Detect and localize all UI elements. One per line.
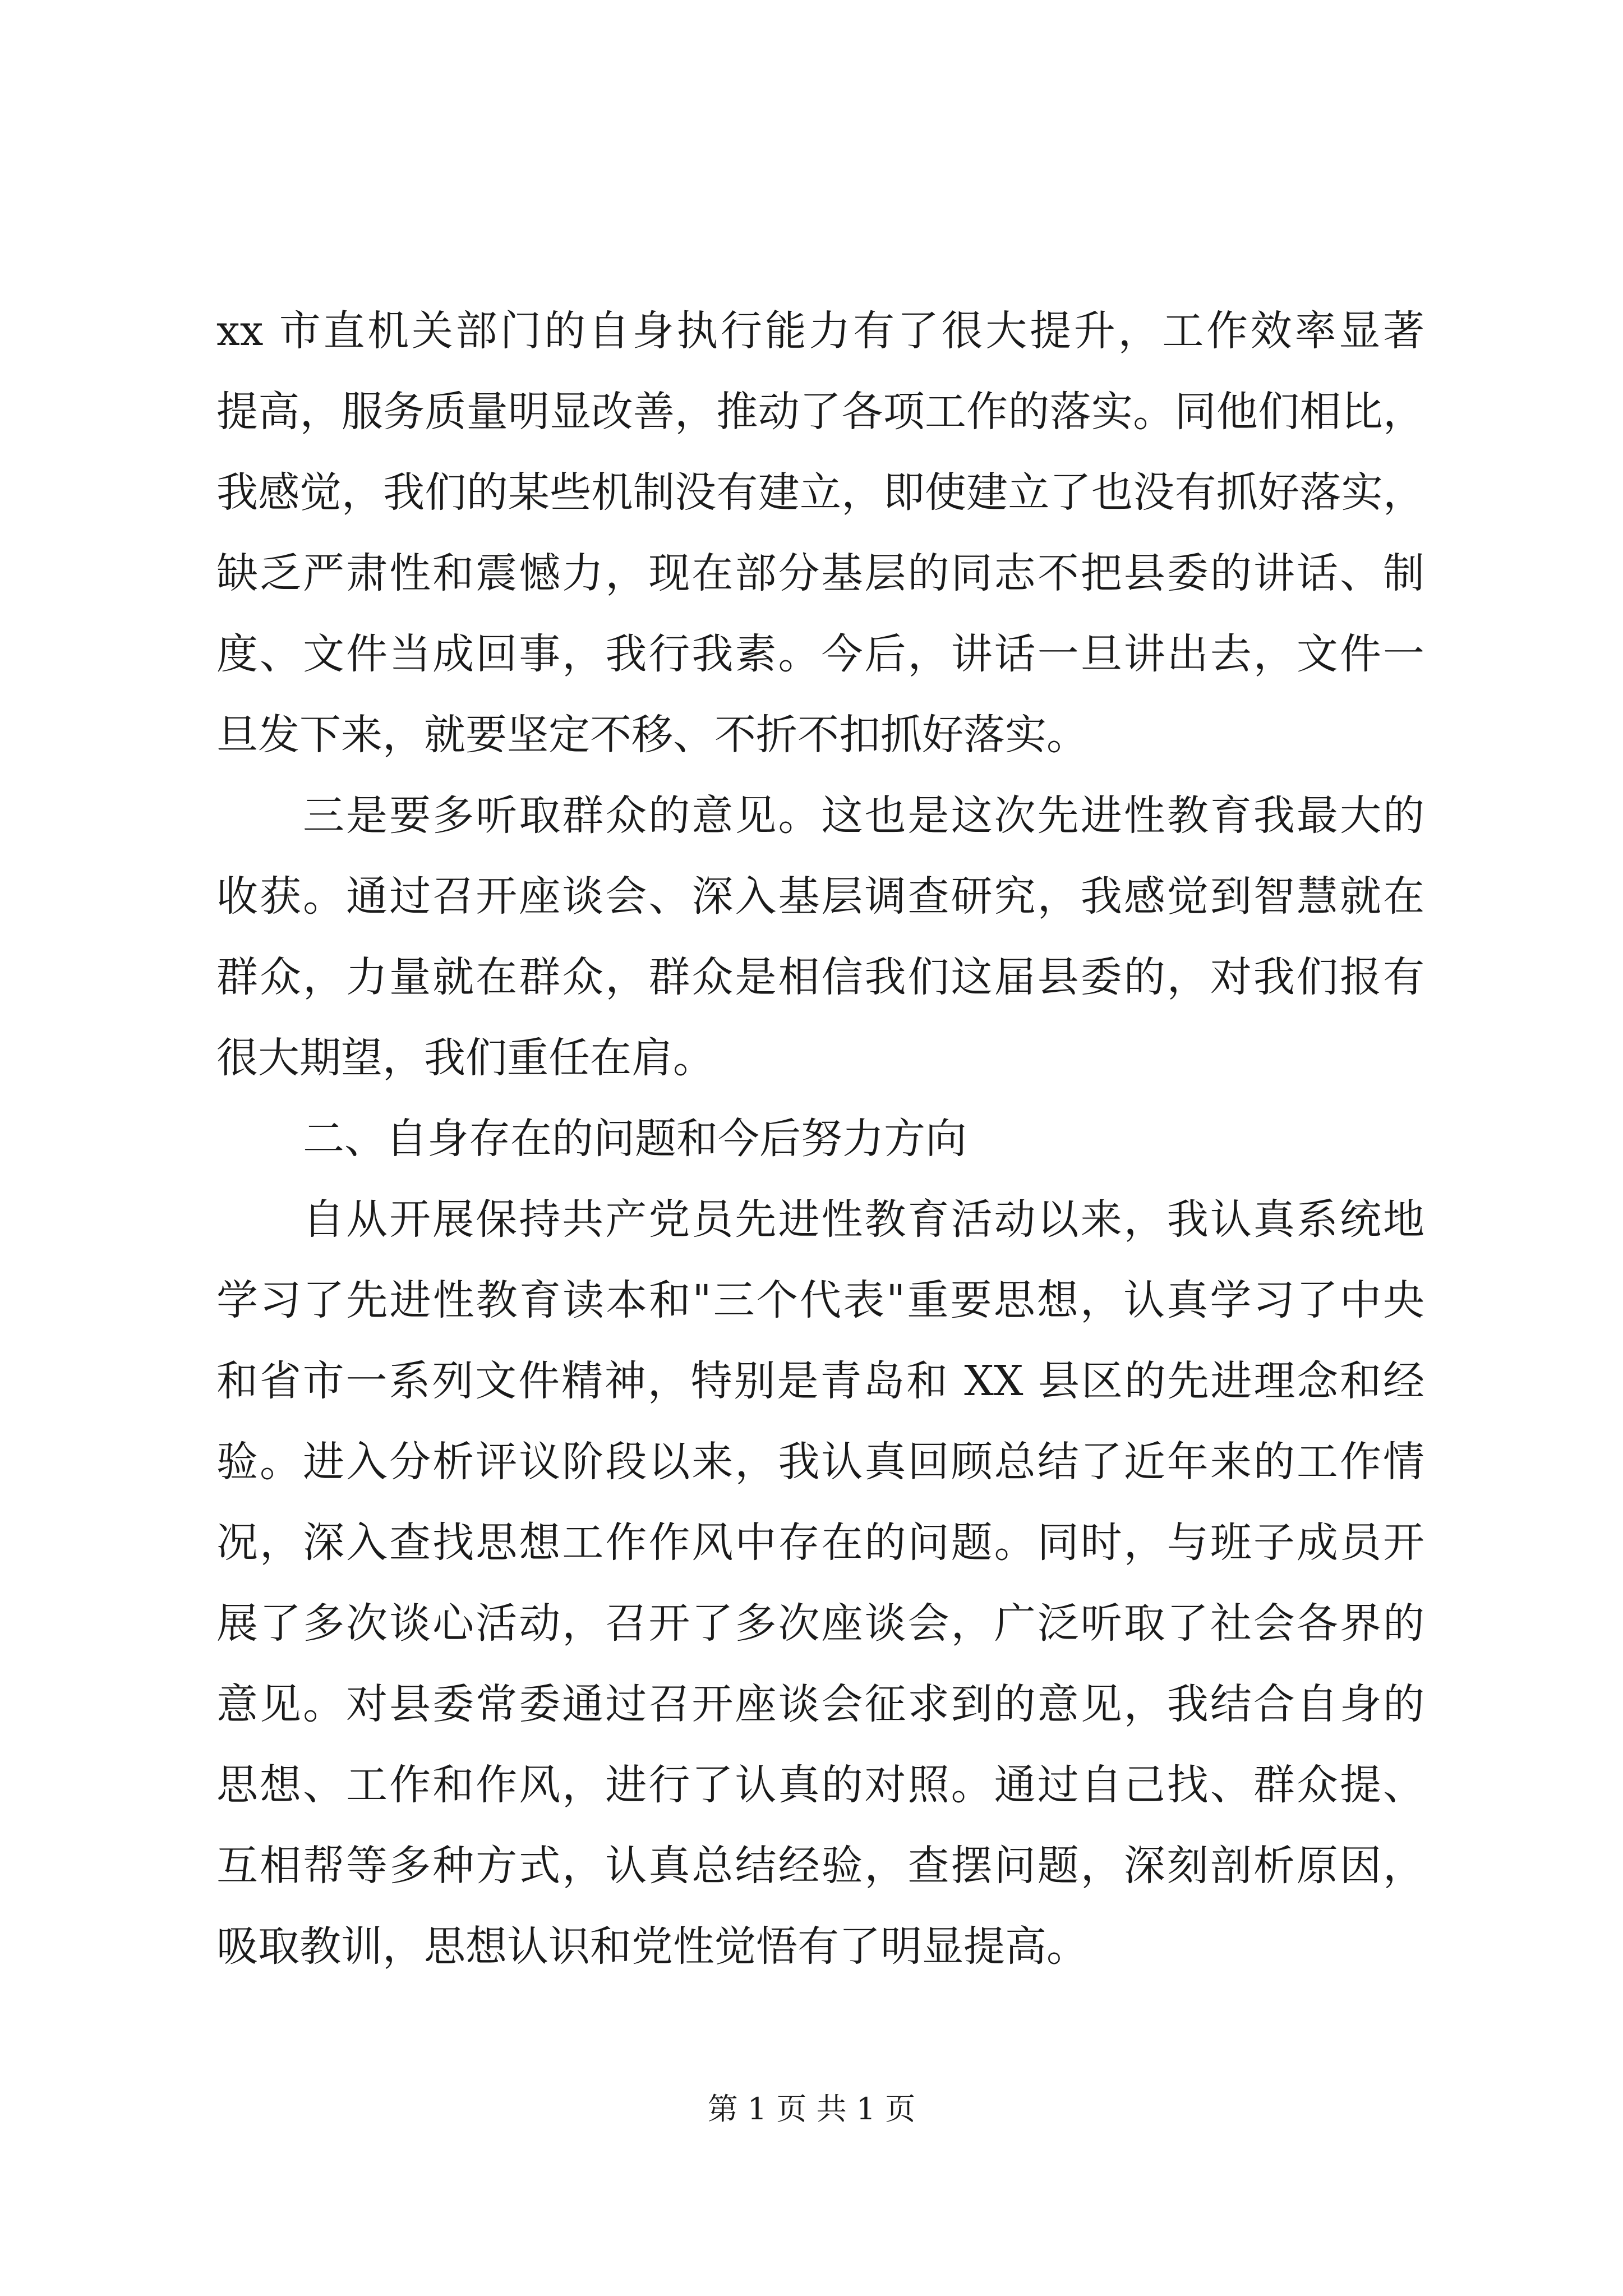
text-line: 三是要多听取群众的意见。这也是这次先进性教育我最大的 [303, 792, 1424, 840]
text-line: 思想、工作和作风，进行了认真的对照。通过自己找、群众提、 [216, 1761, 1424, 1809]
text-line: 收获。通过召开座谈会、深入基层调查研究，我感觉到智慧就在 [216, 872, 1424, 921]
text-line: 群众，力量就在群众，群众是相信我们这届县委的，对我们报有 [216, 953, 1424, 1001]
text-line: 旦发下来，就要坚定不移、不折不扣抓好落实。 [216, 711, 1088, 759]
page-number-footer: 第 1 页 共 1 页 [707, 2091, 916, 2127]
text-line: 吸取教训，思想认识和党性觉悟有了明显提高。 [216, 1922, 1088, 1971]
text-line: 度、文件当成回事，我行我素。今后，讲话一旦讲出去，文件一 [216, 630, 1424, 678]
text-line: 验。进入分析评议阶段以来，我认真回顾总结了近年来的工作情 [216, 1438, 1424, 1486]
text-line: 意见。对县委常委通过召开座谈会征求到的意见，我结合自身的 [216, 1680, 1424, 1728]
text-line: 况，深入查找思想工作作风中存在的问题。同时，与班子成员开 [216, 1519, 1424, 1567]
section-heading: 二、自身存在的问题和今后努力方向 [303, 1115, 967, 1163]
text-line: 学习了先进性教育读本和"三个代表"重要思想，认真学习了中央 [216, 1276, 1424, 1324]
text-line: 互相帮等多种方式，认真总结经验，查摆问题，深刻剖析原因， [216, 1842, 1424, 1890]
text-line: 很大期望，我们重任在肩。 [216, 1034, 714, 1082]
text-line: 和省市一系列文件精神，特别是青岛和 XX 县区的先进理念和经 [216, 1357, 1424, 1405]
text-line: 我感觉，我们的某些机制没有建立，即使建立了也没有抓好落实， [216, 468, 1424, 517]
text-line: xx 市直机关部门的自身执行能力有了很大提升，工作效率显著 [216, 307, 1424, 355]
text-line: 自从开展保持共产党员先进性教育活动以来，我认真系统地 [303, 1195, 1424, 1244]
text-line: 缺乏严肃性和震憾力，现在部分基层的同志不把县委的讲话、制 [216, 549, 1424, 597]
text-line: 展了多次谈心活动，召开了多次座谈会，广泛听取了社会各界的 [216, 1599, 1424, 1648]
text-line: 提高，服务质量明显改善，推动了各项工作的落实。同他们相比， [216, 388, 1424, 436]
